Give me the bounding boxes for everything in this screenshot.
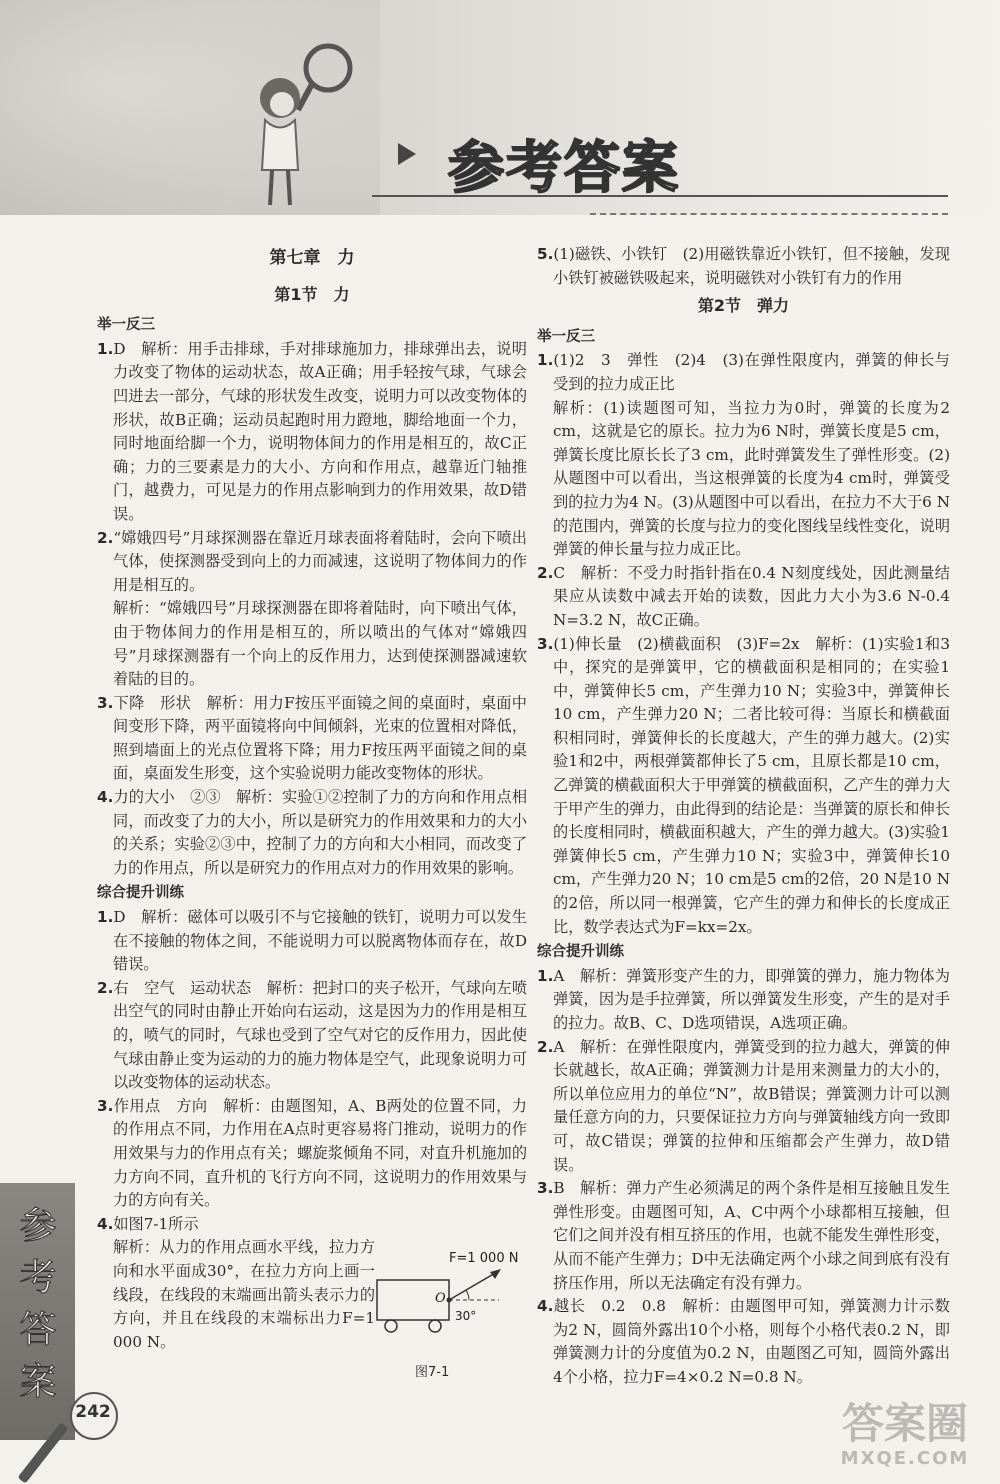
answer-item: 4.力的大小 ②③ 解析：实验①②控制了力的方向和作用点相同，而改变了力的大小，所以是研究力的作用效果和力的大小的关系；实验②③中，控制了力的方向和大小相同，而改变了力的作用点，所以是研究力的作用点对力的作用效果的影响。 xyxy=(97,788,527,877)
answer-item: 1.D 解析：用手击排球，手对排球施加力，排球弹出去，说明力改变了物体的运动状态，故A正确；用手轻按气球，气球会凹进去一部分，气球的形状发生改变，说明力可以改变物体的形状，故B正确；运动员起跑时用力蹬地，脚给地面一个力，同时地面给脚一个力，说明物体间力的作用是相互的，故C正确；力的三要素是力的大小、方向和作用点，越靠近门轴推门，越费力，可见是力的作用点影响到力的作用效果，故D错误。 xyxy=(97,339,527,523)
figure-block xyxy=(97,1236,527,1381)
answer-item: 5.(1)磁铁、小铁钉 (2)用磁铁靠近小铁钉，但不接触，发现小铁钉被磁铁吸起来，说明磁铁对小铁钉有力的作用 xyxy=(537,245,950,287)
subsection-heading: 举一反三 xyxy=(537,328,595,345)
cartoon-girl-magnifier-illustration xyxy=(240,40,360,210)
page-title: 参考答案 xyxy=(448,136,680,201)
force-label: F=1 000 N xyxy=(449,1251,519,1267)
answer-item: 4.如图7-1所示 xyxy=(97,1214,199,1233)
section-title: 第2节 弹力 xyxy=(697,296,790,316)
header-dashed-divider xyxy=(590,213,948,215)
answer-item: 3.(1)伸长量 (2)横截面积 (3)F=2x 解析：(1)实验1和3中，探究的是弹簧甲，它的横截面积是相同的；在实验1中，弹簧伸长5 cm，产生弹力10 N；实验3中，弹簧伸长10 cm，产生弹力20 N；二者比较可得：当原长和横截面积相同时，弹簧伸长的长度越大，产生的弹力越大。(2)实验1和2中，两根弹簧都伸长了5 cm，且原长都是10 cm，乙弹簧的横截面积大于甲弹簧的横截面积，乙产生的弹力大于甲产生的弹力，由此得到的结论是：当弹簧的原长和伸长的长度相同时，横截面积越大，产生的弹力越大。(3)实验1弹簧伸长5 cm，产生弹力10 N；实验3中，弹簧伸长10 cm，产生弹力20 N；10 cm是5 cm的2倍，20 N是10 N的2倍，所以同一根弹簧，它产生的弹力和伸长的长度成正比，数学表达式为F=kx=2x。 xyxy=(537,634,950,936)
answer-item: 2.C 解析：不受力时指针指在0.4 N刻度线处，因此测量结果应从读数中减去开始的读数，因此力大小为3.6 N-0.4 N=3.2 N，故C正确。 xyxy=(537,563,950,629)
figure-caption: 图7-1 xyxy=(415,1365,450,1381)
header-divider xyxy=(372,195,948,197)
chapter-title: 第七章 力 xyxy=(269,248,355,268)
answer-item: 2.右 空气 运动状态 解析：把封口的夹子松开，气球向左喷出空气的同时由静止开始向右运动，这是因为力的作用是相互的，喷气的同时，气球也受到了空气对它的反作用力，因此使气球由静止变为运动的力的施力物体是空气，此现象说明力可以改变物体的运动状态。 xyxy=(97,978,527,1092)
answer-explanation: 解析：(1)读题图可知，当拉力为0时，弹簧的长度为2 cm，这就是它的原长。拉力为6 N时，弹簧长度是5 cm，弹簧长度比原长长了3 cm，此时弹簧发生了弹性形变。(2)从题图中可以看出，当这根弹簧的长度为4 cm时，弹簧受到的拉力为4 N。(3)从题图中可以看出，在拉力不大于6 N的范围内，弹簧的长度与拉力的变化图线呈线性变化，说明弹簧的伸长量与拉力成正比。 xyxy=(553,398,950,559)
answer-explanation: 解析：“嫦娥四号”月球探测器在即将着陆时，向下喷出气体，由于物体间力的作用是相互的，所以喷出的气体对“嫦娥四号”月球探测器有一个向上的反作用力，达到使探测器减速软着陆的目的。 xyxy=(113,599,527,689)
answer-item: 1.A 解析：弹簧形变产生的力，即弹簧的弹力，施力物体为弹簧，因为是手拉弹簧，所以弹簧发生形变，产生的是对手的拉力。故B、C、D选项错误，A选项正确。 xyxy=(537,966,950,1032)
left-column xyxy=(97,243,527,1381)
answer-item: 3.B 解析：弹力产生必须满足的两个条件是相互接触且发生弹性形变。由题图可知，A、C中两个小球都相互接触，但它们之间并没有相互挤压的作用，也就不能发生弹性形变，从而不能产生弹力；D中无法确定两个小球之间到底有没有挤压作用，所以无法确定有没有弹力。 xyxy=(537,1179,950,1292)
point-label: O xyxy=(435,1291,446,1307)
answer-item: 1.(1)2 3 弹性 (2)4 (3)在弹性限度内，弹簧的伸长与受到的拉力成正比 xyxy=(537,351,950,393)
answer-item: 2.“嫦娥四号”月球探测器在靠近月球表面将着陆时，会向下喷出气体，使探测器受到向上的力而减速，这说明了物体间力的作用是相互的。 xyxy=(97,528,527,594)
play-arrow-icon xyxy=(398,143,416,165)
subsection-heading: 综合提升训练 xyxy=(97,885,184,902)
answer-item: 2.A 解析：在弹性限度内，弹簧受到的拉力越大，弹簧的伸长就越长，故A正确；弹簧测力计是用来测量力的大小的，所以单位应用力的单位“N”，故B错误；弹簧测力计可以测量任意方向的力，只要保证拉力方向与弹簧轴线方向一致即可，故C错误；弹簧的拉伸和压缩都会产生弹力，故D错误。 xyxy=(537,1037,950,1174)
subsection-heading: 综合提升训练 xyxy=(537,944,624,961)
section-title: 第1节 力 xyxy=(274,284,350,304)
answer-item: 1.D 解析：磁体可以吸引不与它接触的铁钉，说明力可以发生在不接触的物体之间，不能说明力可以脱离物体而存在，故D错误。 xyxy=(97,908,527,974)
answer-item: 3.作用点 方向 解析：由题图知，A、B两处的位置不同，力的作用点不同，力作用在A点时更容易将门推动，说明力的作用效果与力的作用点有关；螺旋浆倾角不同，对直升机施加的力方向不同，直升机的飞行方向不同，这说明力的作用效果与力的方向有关。 xyxy=(97,1096,527,1210)
watermark-logo: 答案圈 MXQE.COM xyxy=(840,1399,970,1469)
subsection-heading: 举一反三 xyxy=(97,317,155,334)
answer-item: 4.越长 0.2 0.8 解析：由题图甲可知，弹簧测力计示数为2 N，圆筒外露出10个小格，则每个小格代表0.2 N，即弹簧测力计的分度值为0.2 N，由题图乙可知，圆筒外露出4个小格，拉力F=4×0.2 N=0.8 N。 xyxy=(537,1297,950,1386)
angle-label: 30° xyxy=(455,1309,477,1324)
side-tab-label: 参考答案 xyxy=(19,1204,57,1403)
page-number: 242 xyxy=(75,1402,111,1422)
answer-item: 3.下降 形状 解析：用力F按压平面镜之间的桌面时，桌面中间变形下降，两平面镜将向中间倾斜，光束的位置相对降低，照到墙面上的光点位置将下降；用力F按压两平面镜之间的桌面，桌面发生形变，这个实验说明力能改变物体的形状。 xyxy=(97,693,527,783)
right-column xyxy=(537,243,950,1390)
force-diagram xyxy=(369,1240,519,1360)
figure-explanation: 解析：从力的作用点画水平线，拉力方向和水平面成30°，在拉力方向上画一线段，在线段的末端画出箭头表示力的方向，并且在线段的末端标出力F=1 000 N。 xyxy=(113,1238,375,1351)
